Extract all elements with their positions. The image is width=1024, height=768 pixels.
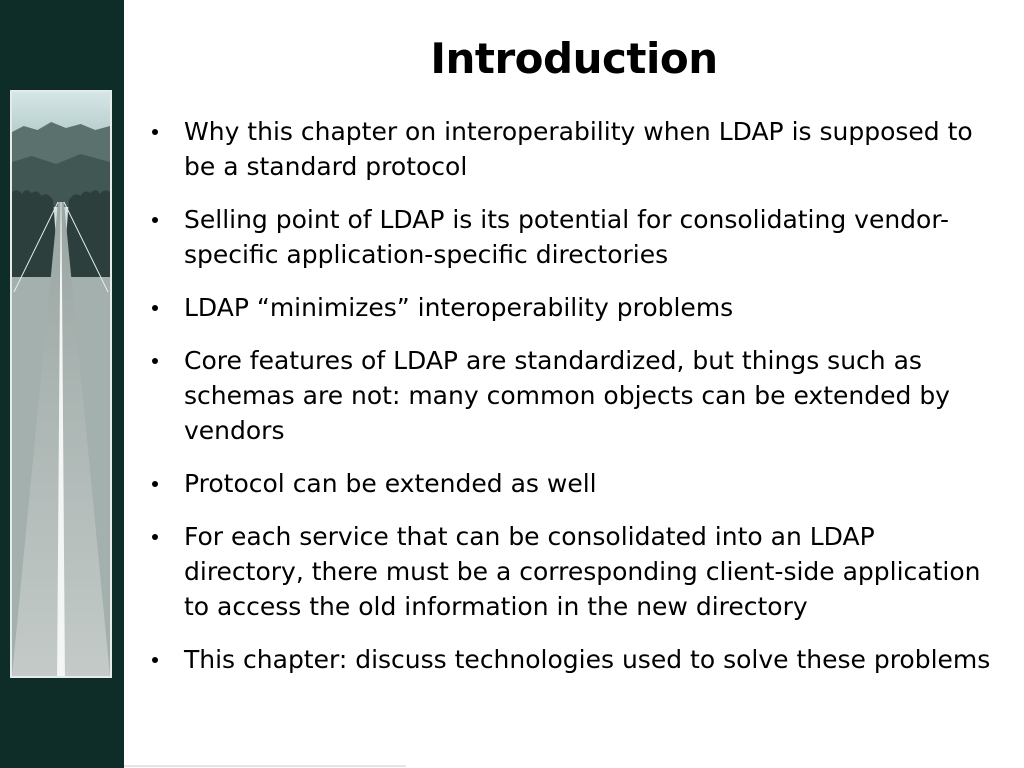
bullet-dot-icon [152,657,158,663]
bullet-item [150,114,1000,184]
bullet-dot-icon [152,534,158,540]
bullet-item [150,343,1000,448]
bullet-text: For each service that can be consolidated into an LDAP directory, there must be a corresponding client-side application to access the old information in the new directory [184,522,981,621]
bullet-item [150,466,1000,501]
bullet-text: Protocol can be extended as well [184,469,597,498]
bullet-dot-icon [152,305,158,311]
slide-title: Introduction [430,34,718,83]
bullet-text: This chapter: discuss technologies used to solve these problems [184,645,991,674]
bullet-text: Core features of LDAP are standardized, but things such as schemas are not: many common objects can be extended by vendors [184,346,950,445]
bullet-item [150,642,1000,677]
bullet-item [150,290,1000,325]
bullet-text: Why this chapter on interoperability when LDAP is supposed to be a standard protocol [184,117,973,181]
road-landscape-image [10,90,112,678]
bullet-dot-icon [152,129,158,135]
bullet-dot-icon [152,358,158,364]
bullet-text: LDAP “minimizes” interoperability problems [184,293,734,322]
bullet-text: Selling point of LDAP is its potential for consolidating vendor-specific application-specific directories [184,205,950,269]
road-landscape-image [12,92,110,676]
bottom-divider [124,765,406,767]
bullet-item [150,519,1000,624]
sidebar-panel [0,0,124,768]
bullet-item [150,202,1000,272]
bullet-list [150,114,1000,695]
bullet-dot-icon [152,217,158,223]
bullet-dot-icon [152,481,158,487]
